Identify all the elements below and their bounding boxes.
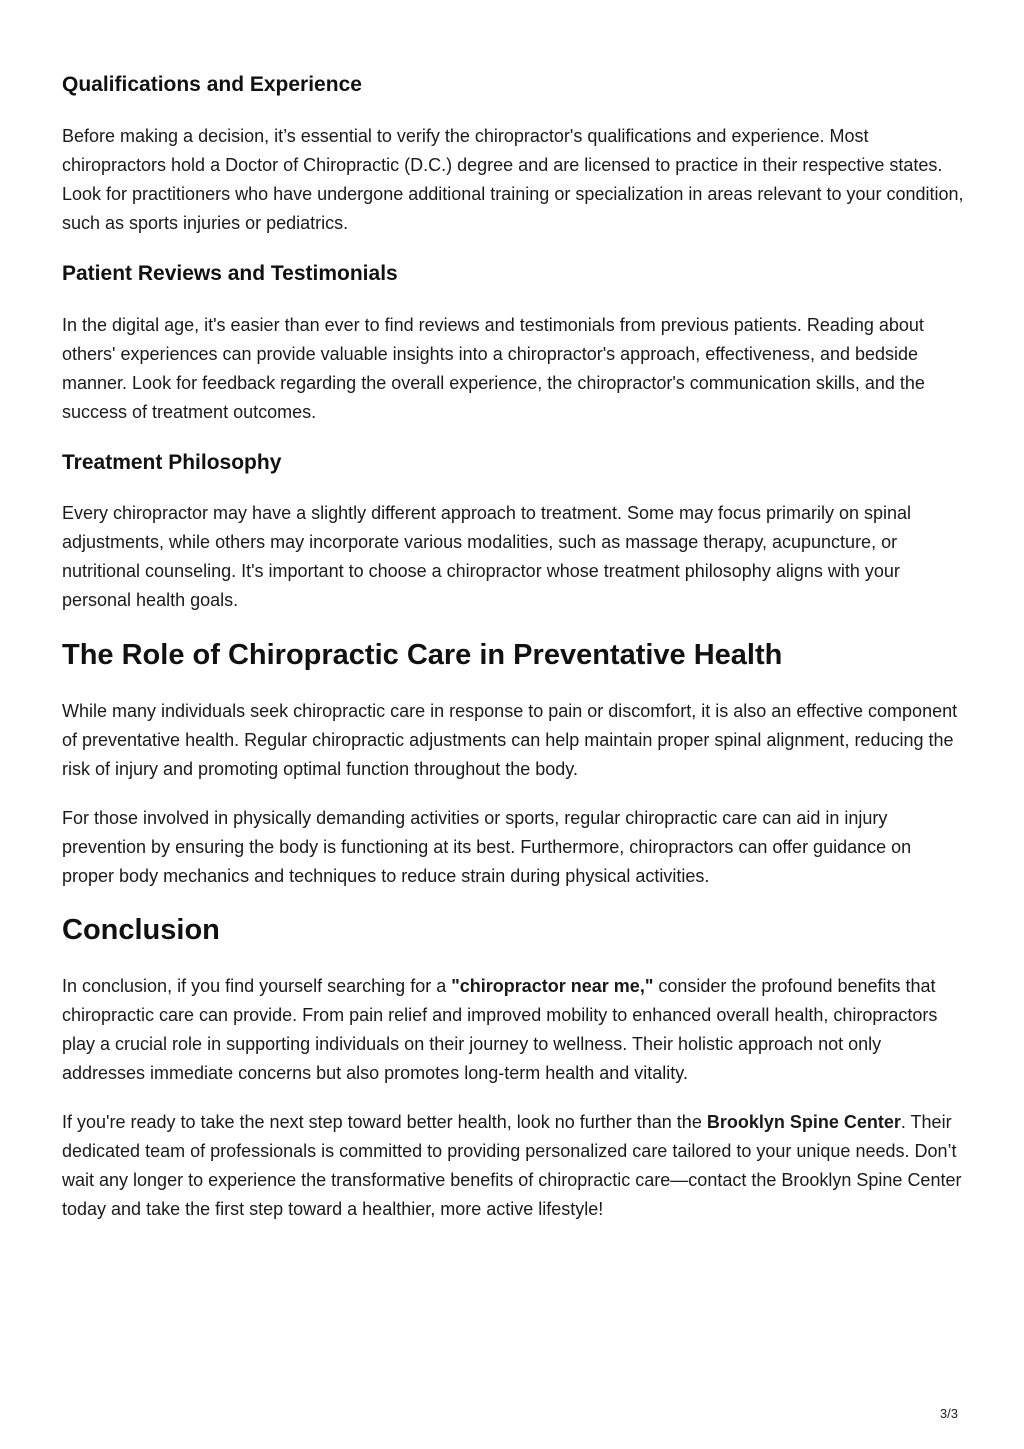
- conclusion-p2-text-before: If you're ready to take the next step toward better health, look no further than the: [62, 1112, 707, 1132]
- conclusion-paragraph-1: [62, 972, 967, 1088]
- role-heading: The Role of Chiropractic Care in Preventative Health: [62, 639, 783, 671]
- conclusion-p1-bold-keyword: "chiropractor near me,": [451, 976, 654, 996]
- section-heading-reviews: Patient Reviews and Testimonials: [62, 262, 398, 285]
- page-number: 3/3: [939, 1406, 958, 1421]
- role-paragraph-2: For those involved in physically demanding activities or sports, regular chiropractic care can aid in injury prevention by ensuring the body is functioning at its best. Furthermore, chiropractors can offer guidance on proper body mechanics and techniques to reduce strain during physical activities.: [62, 808, 912, 886]
- section-body-qualifications: Before making a decision, it’s essential to verify the chiropractor's qualifications and experience. Most chiropractors hold a Doctor of Chiropractic (D.C.) degree and are licensed to practice in their respective states. Look for practitioners who have undergone additional training or specialization in areas relevant to your condition, such as sports injuries or pediatrics.: [62, 126, 964, 233]
- section-body-reviews: In the digital age, it's easier than ever to find reviews and testimonials from previous patients. Reading about others' experiences can provide valuable insights into a chiropractor's approach, effectiveness, and bedside manner. Look for feedback regarding the overall experience, the chiropractor's communication skills, and the success of treatment outcomes.: [62, 315, 925, 422]
- section-heading-philosophy: Treatment Philosophy: [62, 451, 282, 474]
- conclusion-p1-text-before: In conclusion, if you find yourself searching for a: [62, 976, 452, 996]
- role-paragraph-1: While many individuals seek chiropractic care in response to pain or discomfort, it is also an effective component of preventative health. Regular chiropractic adjustments can help maintain proper spinal alignment, reducing the risk of injury and promoting optimal function throughout the body.: [62, 701, 958, 779]
- conclusion-p2-text-after: . Their dedicated team of professionals is committed to providing personalized care tailored to your unique needs. Don’t wait any longer to experience the transformative benefits of chiropractic care—contact the Brooklyn Spine Center today and take the first step toward a healthier, more active lifestyle!: [62, 1112, 962, 1219]
- section-body-philosophy: Every chiropractor may have a slightly different approach to treatment. Some may focus primarily on spinal adjustments, while others may incorporate various modalities, such as massage therapy, acupuncture, or nutritional counseling. It's important to choose a chiropractor whose treatment philosophy aligns with your personal health goals.: [62, 503, 912, 610]
- conclusion-p2-bold-business-name: Brooklyn Spine Center: [706, 1112, 901, 1132]
- conclusion-p1-text-after: consider the profound benefits that chiropractic care can provide. From pain relief and improved mobility to enhanced overall health, chiropractors play a crucial role in supporting individuals on their journey to wellness. Their holistic approach not only addresses immediate concerns but also promotes long-term health and vitality.: [62, 976, 938, 1083]
- conclusion-paragraph-2: [62, 1108, 967, 1224]
- conclusion-heading: Conclusion: [62, 914, 220, 946]
- section-heading-qualifications: Qualifications and Experience: [62, 73, 362, 96]
